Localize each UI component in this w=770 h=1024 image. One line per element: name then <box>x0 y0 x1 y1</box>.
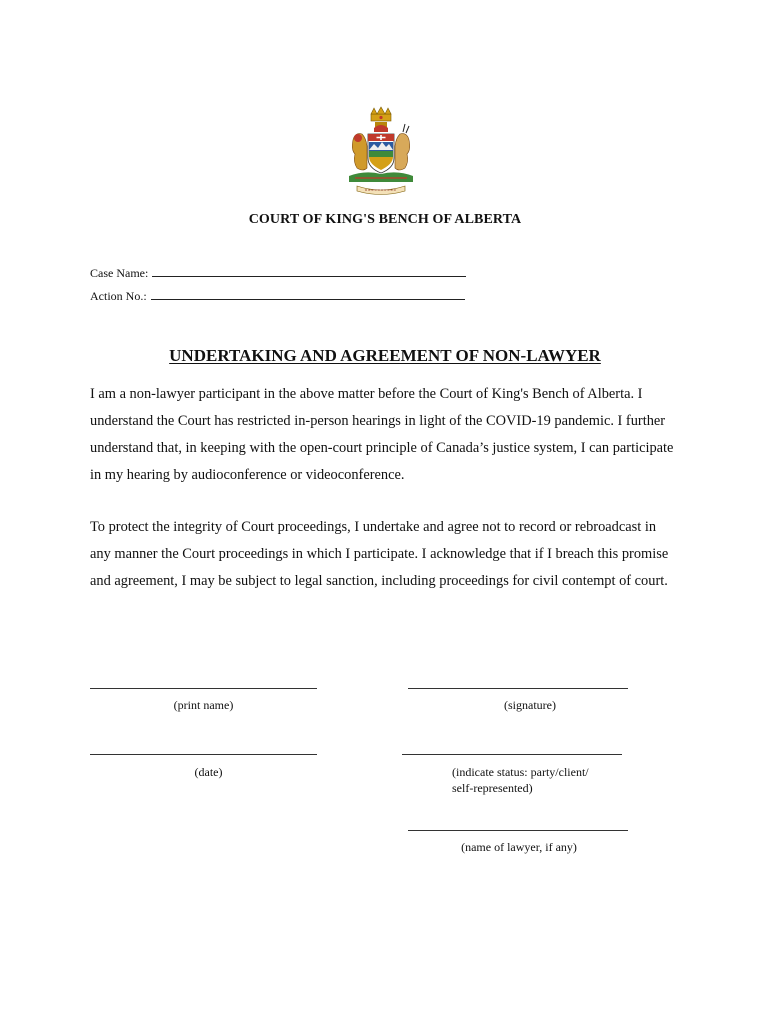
case-name-field <box>90 266 466 281</box>
signature-label: (signature) <box>504 698 556 712</box>
alberta-coat-of-arms-icon <box>345 106 417 198</box>
date-line[interactable] <box>90 754 317 755</box>
lawyer-name-label: (name of lawyer, if any) <box>461 840 577 854</box>
status-label-line-2: self-represented) <box>452 781 533 795</box>
court-title: COURT OF KING'S BENCH OF ALBERTA <box>248 212 522 227</box>
action-no-field <box>90 289 465 304</box>
action-no-blank-line[interactable] <box>151 289 465 300</box>
case-name-label: Case Name: <box>90 266 149 280</box>
status-line[interactable] <box>402 754 622 755</box>
date-label: (date) <box>194 765 223 779</box>
document-title-text: UNDERTAKING AND AGREEMENT OF NON-LAWYER <box>169 346 601 365</box>
print-name-label: (print name) <box>173 698 234 712</box>
action-no-label: Action No.: <box>90 289 147 303</box>
print-name-line[interactable] <box>90 688 317 689</box>
paragraph-participation: I am a non-lawyer participant in the above matter before the Court of King's Bench of Alberta. I understand the Court has restricted in-person hearings in light of the COVID-19 pandemic. I further understand that, in keeping with the open-court principle of Canada’s justice system, I can participate in my hearing by audioconference or videoconference. <box>90 386 674 483</box>
paragraph-undertaking: To protect the integrity of Court proceedings, I undertake and agree not to record or rebroadcast in any manner the Court proceedings in which I participate. I acknowledge that if I breach this promise and agreement, I may be subject to legal sanction, including proceedings for civil contempt of court. <box>90 519 669 589</box>
signature-line[interactable] <box>408 688 628 689</box>
case-name-blank-line[interactable] <box>152 266 466 277</box>
lawyer-name-line[interactable] <box>408 830 628 831</box>
status-label-line-1: (indicate status: party/client/ <box>452 765 589 779</box>
document-title <box>0 346 770 366</box>
crown-icon <box>371 107 391 121</box>
